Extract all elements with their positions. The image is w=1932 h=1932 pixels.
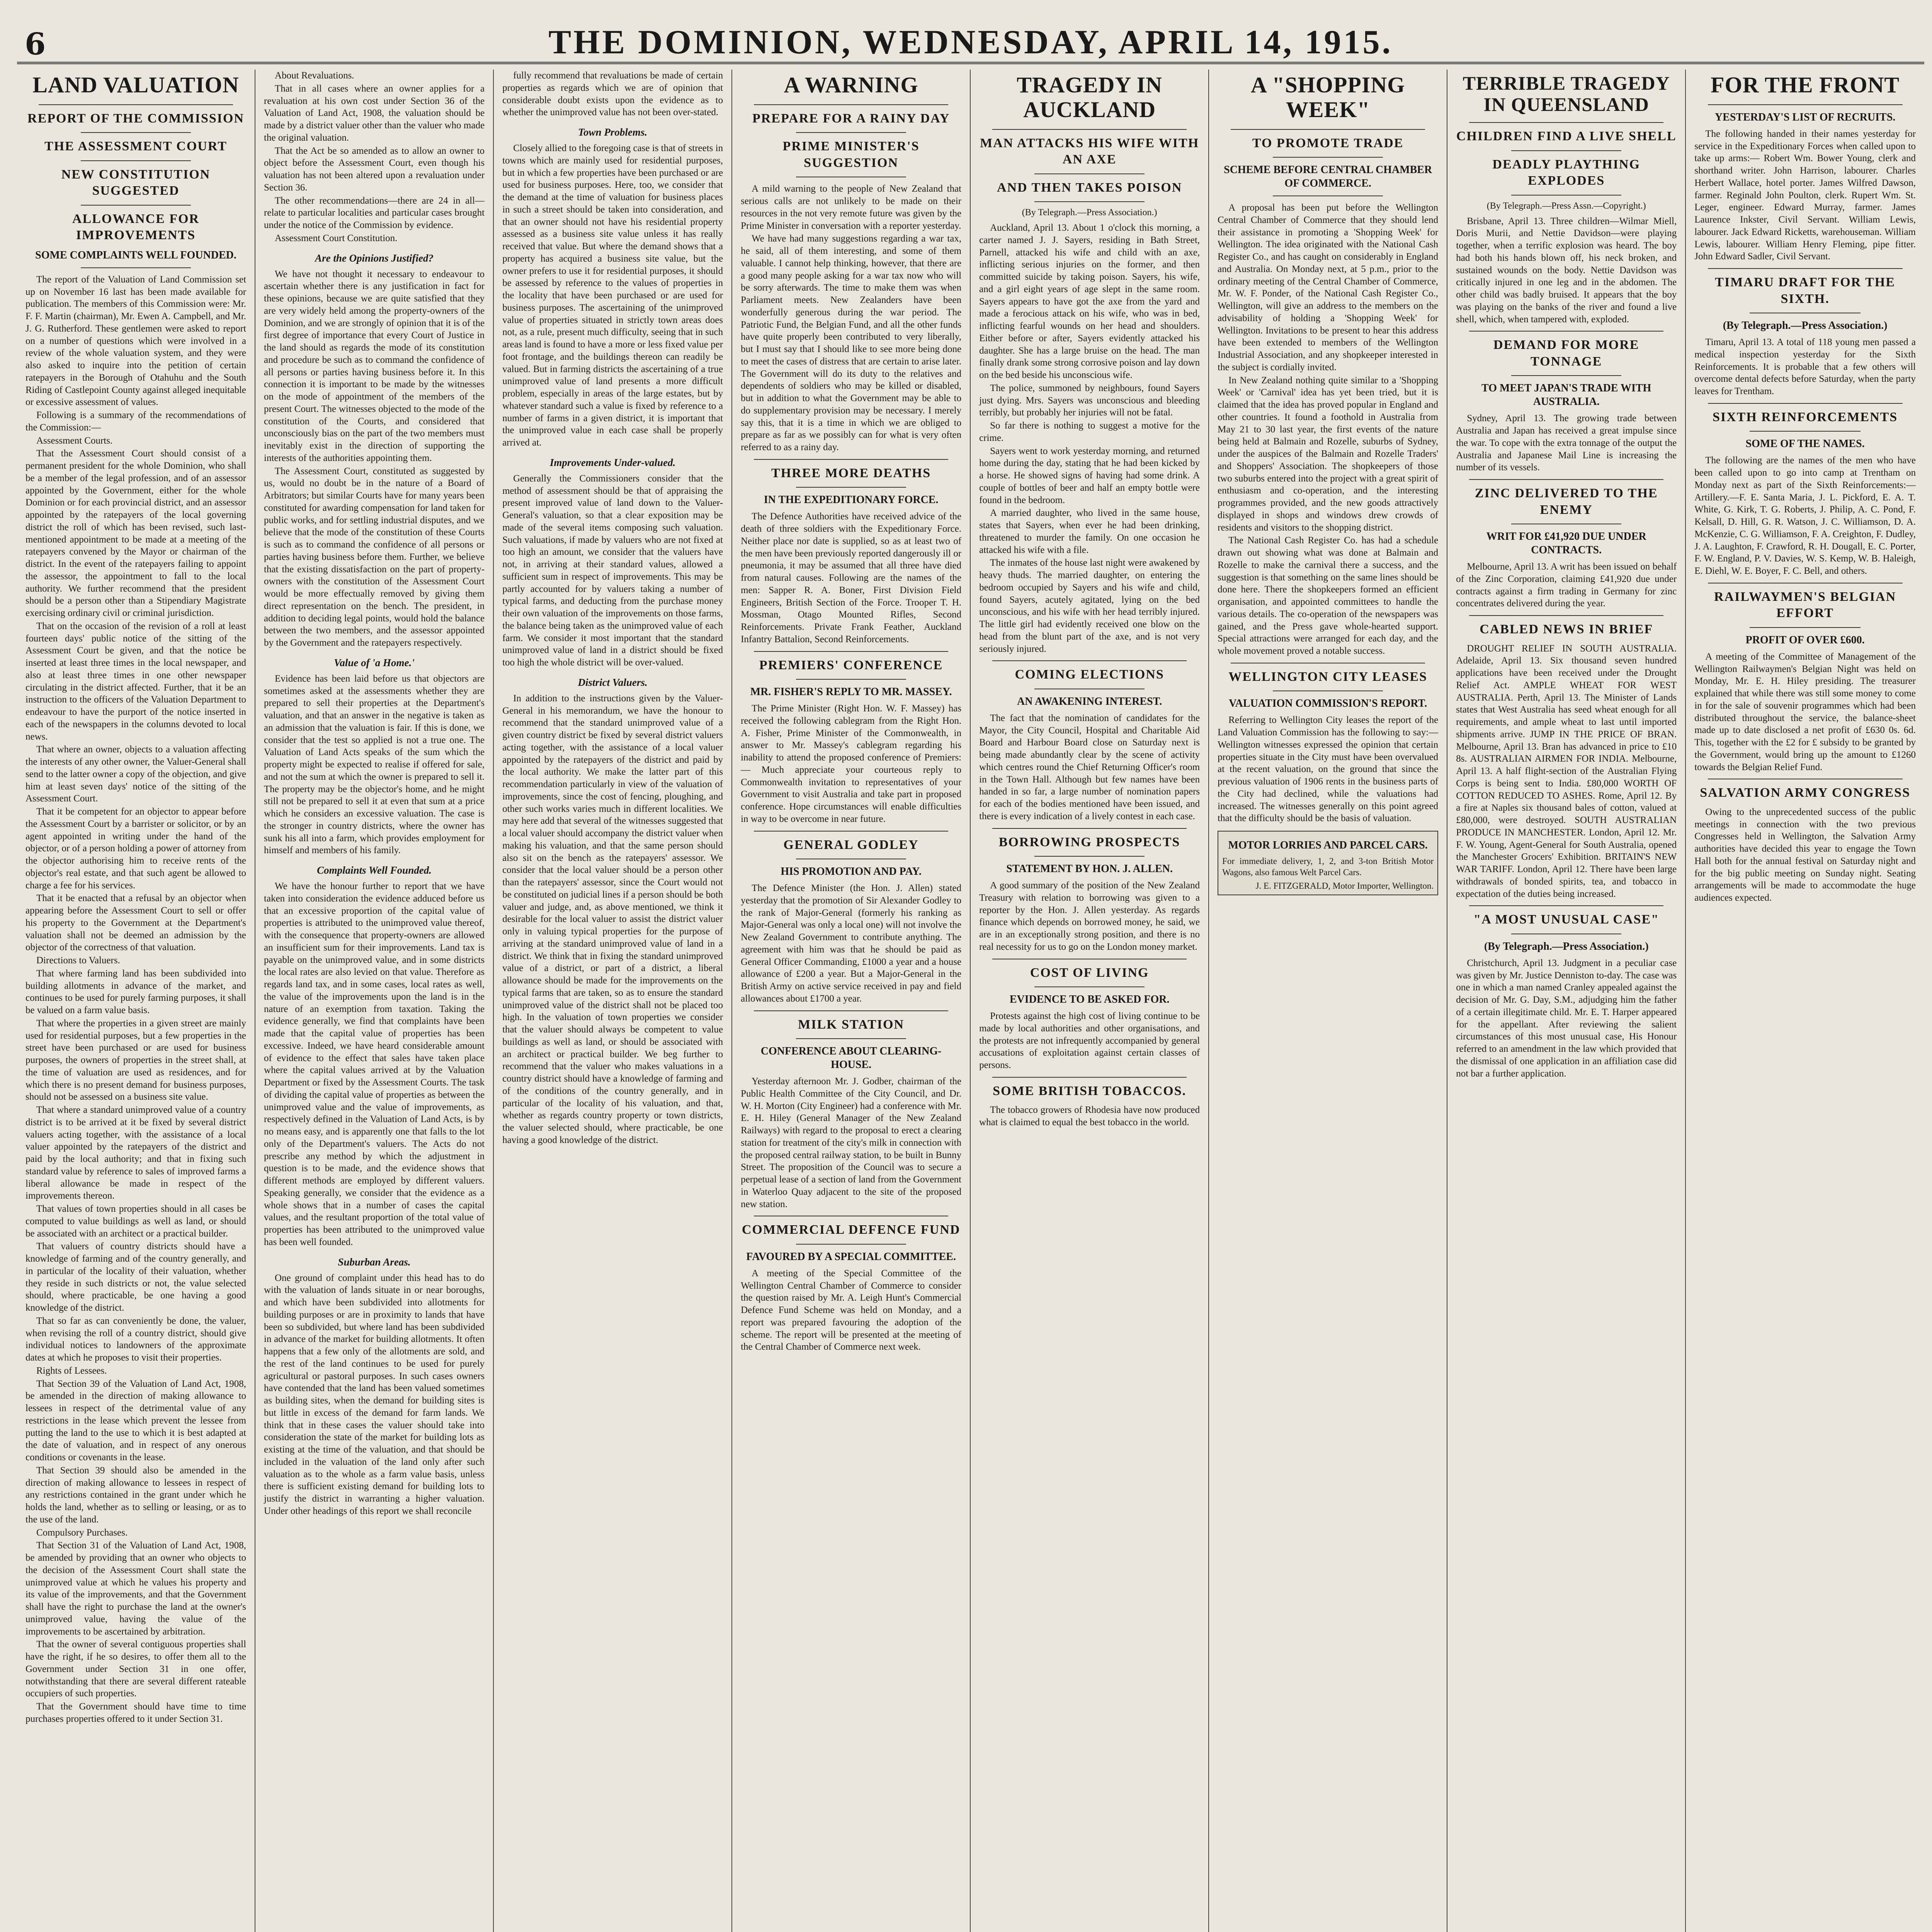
deck: NEW CONSTITUTION SUGGESTED <box>61 167 211 198</box>
paragraph: We have the honour further to report that we have taken into consideration the evidence adduced before us that an excessive proportion of the capital value of properties is attributed to the unimproved value thereof, with the consequence that property-owners are allowed an insufficient sum for their improvements. Land tax is payable on the unimproved value, and in some districts the local rates are also levied on that value. Therefore as regards land tax, and in some cases, local rates as well, the value of the improvements upon the land is in the nature of an exemption from taxation. Taking the evidence generally, we find that complaints have been made that the capital value of properties has been excessive. Indeed, we have heard considerable amount of evidence to the effect that sales have taken place where the capital values arrived at by the Valuation Department or fixed by the Assessment Courts. The task of dividing the capital value of properties as between the unimproved value and the value of improvements, as respectively defined in the Valuation of Land Acts, is by no means easy, and is apparently one that falls to the lot only of the Department's valuers. The Acts do not prescribe any method by which the adjustment in question is to be made, and the evidence shows that different methods are employed by different valuers. Speaking generally, we consider that the evidence as a whole shows that in a number of cases the capital values, and the resultant proportion of the total value of properties has been attributed to the unimproved value has been well founded. <box>264 881 485 1247</box>
divider <box>796 1244 906 1245</box>
sub-article <box>741 1216 961 1353</box>
ad-signature: J. E. FITZGERALD, Motor Importer, Wellington. <box>1255 881 1434 891</box>
divider <box>1273 157 1383 158</box>
paragraph: Owing to the unprecedented success of the public meetings in connection with the two previous Congresses held in Wellington, the Salvation Army authorities have decided this year to engage the Town Hall both for the annual festival on Saturday night and for the big public meeting on Sunday night. Seating arrangements will be made to accommodate the huge audiences expected. <box>1694 806 1916 903</box>
sub-article <box>1218 663 1438 825</box>
paragraph: The Defence Authorities have received advice of the death of three soldiers with the Expeditionary Force. Neither place nor date is supplied, so as at least two of the men have been previously reported dangerously ill or pneumonia, it may be assumed that all three have died from natural causes. Following are the names of the men: Sapper R. A. Boner, First Division Field Engineers, British Section of the Force. Trooper T. H. Mossman, Otago Mounted Rifles, Second Reinforcements. Private Frank Feather, Auckland Infantry Battalion, Second Reinforcements. <box>741 511 962 645</box>
deck: ALLOWANCE FOR IMPROVEMENTS <box>72 211 200 243</box>
article-body <box>1694 128 1916 263</box>
paragraph: fully recommend that revaluations be made of certain properties as regards which we are of opinion that considerable doubt exists upon the evidence as to whether the unimproved value has not been over-stated. <box>502 70 723 118</box>
sub-article <box>979 1077 1200 1129</box>
column-6 <box>1209 70 1447 1932</box>
paragraph: That where a standard unimproved value of a country district is to be arrived at it be fixed by several district valuers acting together, with the assistance of a local valuer appointed by the ratepayers of the district and paid by the local authority; and that in fixing such standard value by reference to sales of improved farms a liberal allowance be made in respect of the improvements thereon. <box>26 1105 247 1201</box>
deck: SOME COMPLAINTS WELL FOUNDED. <box>35 249 236 261</box>
ad-heading: MOTOR LORRIES AND PARCEL CARS. <box>1228 839 1428 852</box>
sub-article-title: COST OF LIVING <box>1030 965 1149 980</box>
sub-article <box>741 831 961 1005</box>
deck: YESTERDAY'S LIST OF RECRUITS. <box>1714 111 1896 123</box>
sub-article-title: "A MOST UNUSUAL CASE" <box>1473 912 1660 927</box>
paragraph: Protests against the high cost of living continue to be made by local authorities and other organisations, and the protests are not infrequently accompanied by general accusations of exploitation against certain classes of persons. <box>979 1011 1200 1071</box>
paragraph: In addition to the instructions given by the Valuer-General in his memorandum, we have the honour to recommend that the standard unimproved value of a given country district be fixed by several district valuers acting together, with the assistance of a local valuer appointed by the ratepayers of the district and paid by the local authority. We make the latter part of this recommendation particularly in view of the valuation of improvements, since the cost of fencing, ploughing, and other such works varies much in different localities. We may here add that several of the witnesses suggested that a local valuer should accompany the district valuer when making his valuation, and that the same person should also sit on the bench as the ratepayers' assessor. We consider that the local valuer should be a person other than the ratepayers' assessor, since the Court would not be constituted on judicial lines if a person should be both valuer and judge, and, as above mentioned, we think it desirable for the local valuer to assist the district valuer only in valuing typical properties for the purpose of arriving at the standard unimproved value of land in a district. We think that in fixing the standard unimproved value of a district, or part of a district, a liberal allowance should be made for the improvements on the typical farms that are taken, so as to ensure the standard unimproved value of the district shall not be placed too high. In the valuation of town properties we consider that the valuer should always be competent to value buildings as well as land, or should be associated with an architect or practical builder. We beg further to recommend that the valuer who makes valuations in a country district should have a knowledge of farming and of the conditions of the country generally, and in particular of the locality of his valuation, and that, whether as regards country property or town districts, the valuer selected should, where practicable, be one having a good knowledge of the district. <box>502 693 723 1145</box>
sub-article-deck: AN AWAKENING INTEREST. <box>1017 695 1162 707</box>
divider <box>1231 129 1425 130</box>
divider <box>1511 195 1622 196</box>
article-body <box>502 142 723 449</box>
sub-article-deck: STATEMENT BY HON. J. ALLEN. <box>1006 863 1173 875</box>
paragraph: Following is a summary of the recommendations of the Commission:— <box>26 410 247 433</box>
masthead <box>17 15 1924 64</box>
headline-land-valuation: LAND VALUATION <box>32 72 239 97</box>
paragraph: Evidence has been laid before us that objectors are sometimes asked at the assessments whether they are prepared to sell their properties at the Department's valuation, and that an answer in the negative is taken as an admission that the valuation is fair. If this is done, we consider that the test so applied is not a true one. The Valuation of Land Acts speaks of the sum which the property might be expected to realise if offered for sale, and not the sum at which the owner is prepared to sell it. The property may be the objector's home, and he might still not be prepared to sell it at even that sum at a price which he considers an excessive valuation. The case is the stronger in country districts, where the owner has sunk his all into a farm, which provides employment for himself and members of his family. <box>264 673 485 856</box>
byline: (By Telegraph.—Press Association.) <box>1022 207 1157 218</box>
page-number: 6 <box>25 27 46 62</box>
divider <box>1034 856 1145 857</box>
divider <box>992 1077 1187 1078</box>
sub-article-title: TIMARU DRAFT FOR THE SIXTH. <box>1715 275 1895 306</box>
sub-article <box>979 959 1200 1071</box>
divider <box>1034 201 1145 202</box>
divider <box>81 205 191 206</box>
sub-article-deck: SOME OF THE NAMES. <box>1745 438 1865 450</box>
paragraph: That Section 31 of the Valuation of Land Act, 1908, be amended by providing that an owner who objects to the decision of the Assessment Court shall state the unimproved value at which he values his property and its value of the improvements, and that the Government shall have the right to purchase the land at the owner's unimproved value, having the value of the improvements to be ascertained by arbitration. <box>26 1540 247 1637</box>
paragraph: That Section 39 of the Valuation of Land Act, 1908, be amended in the direction of making allowance to lessees in respect of the detrimental value of any restrictions in the lease which prevent the lessee from putting the land to the use to which it is best adapted at the date of valuation, and in respect of any onerous conditions or covenants in the lease. <box>26 1378 247 1463</box>
divider <box>796 487 906 488</box>
divider <box>1708 403 1903 404</box>
sub-article-deck: FAVOURED BY A SPECIAL COMMITTEE. <box>746 1250 956 1263</box>
subsections <box>1456 331 1677 1080</box>
paragraph: The National Cash Register Co. has had a schedule drawn out showing what was done at Balmain and Rozelle to make the carnival there a success, and the suggestion is that something on the same lines should be done here. There the shopkeepers formed an efficient organisation, and appointed committees to handle the various details. The co-operation of the newspapers was gained, and the Press gave whole-hearted support. Special attractions were arranged for each day, and the whole movement proved a notable success. <box>1218 535 1439 656</box>
paragraph: The other recommendations—there are 24 in all—relate to particular localities and particular cases brought under the notice of the Commission by evidence. <box>264 195 485 230</box>
divider <box>1469 905 1663 906</box>
sub-article <box>979 660 1200 822</box>
paragraph: The Prime Minister (Right Hon. W. F. Massey) has received the following cablegram from the Right Hon. A. Fisher, Prime Minister of the Commonwealth, in answer to Mr. Massey's cablegram regarding his inability to attend the proposed conference of Premiers:— Much appreciate your courteous reply to Commonwealth invitation to representatives of your Government to visit Australia and take part in proposed conference. Hope circumstances will enable difficulties in way to be overcome in near future. <box>741 703 962 824</box>
column-1 <box>17 70 255 1932</box>
sub-article-title: GENERAL GODLEY <box>783 837 919 852</box>
divider <box>796 132 906 133</box>
headline-queensland: TERRIBLE TRAGEDY IN QUEENSLAND <box>1463 72 1670 115</box>
ad-body: For immediate delivery, 1, 2, and 3-ton British Motor Wagons, also famous Welt Parcel Cars. <box>1222 856 1434 877</box>
sub-article <box>1694 268 1916 398</box>
sub-article <box>741 1010 961 1211</box>
paragraph: A meeting of the Special Committee of the Wellington Central Chamber of Commerce to consider the question raised by Mr. A. Leigh Hunt's Commercial Defence Fund Scheme was held on Monday, and a report was prepared favouring the adoption of the scheme. The report will be presented at the meeting of the Central Chamber of Commerce next week. <box>741 1268 962 1352</box>
paragraph: Brisbane, April 13. Three children—Wilmar Miell, Doris Murii, and Nettie Davidson—were playing together, when a terrific explosion was heard. The boy had both his hands blown off, his neck broken, and sustained wounds on the body. Nettie Davidson was critically injured in one leg and in the abdomen. The other child was badly bruised. It appears that the boy was playing on the banks of the river and found a live shell, which, when tampered with, exploded. <box>1456 216 1677 325</box>
sub-article <box>1456 615 1677 900</box>
paragraph: About Revaluations. <box>275 70 354 81</box>
article-body <box>1218 202 1438 657</box>
sub-article-body <box>741 882 961 1005</box>
paragraph: Rights of Lessees. <box>36 1365 107 1376</box>
column-4 <box>732 70 971 1932</box>
paragraph: A proposal has been put before the Wellington Central Chamber of Commerce that they should lend their assistance in promoting a 'Shopping Week' for Wellington. The idea originated with the National Cash Register Co., and has caught on considerably in England and Australia. On Monday next, at 5 p.m., prior to the ordinary meeting of the Central Chamber of Commerce, Mr. W. F. Ponder, of the National Cash Register Co., Wellington, will give an address to the members on the advisability of holding a 'Shopping Week' for Wellington. Invitations to be present to hear this address have been extended to members of the Wellington Industrial Association, and any shopkeeper interested in the subject is cordially invited. <box>1218 202 1439 372</box>
subhead: Suburban Areas. <box>338 1256 411 1268</box>
paragraph: That the Government should have time to time purchases properties offered to it under Section 31. <box>26 1701 247 1724</box>
divider <box>992 660 1187 661</box>
sub-article-title: CABLED NEWS IN BRIEF <box>1480 622 1653 636</box>
sub-article-title: SIXTH REINFORCEMENTS <box>1712 410 1898 424</box>
paragraph: Compulsory Purchases. <box>36 1527 128 1538</box>
divider <box>1469 615 1663 616</box>
divider <box>1511 375 1622 376</box>
paragraph: One ground of complaint under this head has to do with the valuation of lands situate in or near boroughs, and which have been subdivided into allotments for building purposes or are in proximity to lands that have been so subdivided, but where land has been subdivided in advance of the market for building allotments. It often happens that a few only of the allotments are sold, and the rest of the land continues to be used for purely agricultural or pastoral purposes. In such cases owners have contended that the land has been valued sometimes as building sites, when the demand for building sites is but little in excess of the demand for farm lands. We think that in these cases the valuer should take into consideration the state of the market for building lots as existing at the time of the valuation, and that should be included in the valuation of the land only after such valuation as to the whole as a farm value basis, unless there is sufficient existing demand for building lots to justify the district in warranting a higher valuation. Under other headings of this report we shall reconcile <box>264 1272 485 1516</box>
article-body <box>502 692 723 1146</box>
paragraph: That the Act be so amended as to allow an owner to object before the Assessment Court, even though his valuation has not been altered upon a revaluation under Section 36. <box>264 145 485 193</box>
sub-article-deck: WRIT FOR £41,920 DUE UNDER CONTRACTS. <box>1486 531 1646 556</box>
article-body <box>26 274 246 1725</box>
subsections <box>741 459 961 1353</box>
article-body <box>502 473 723 669</box>
paragraph: The Defence Minister (the Hon. J. Allen) stated yesterday that the promotion of Sir Alexander Godley to the rank of Major-General (formerly his ranking as Major-General was only a local one) will not involve the New Zealand Government to contribute anything. The agreement with him was that he should be paid as General Officer Commanding, £1000 a year and a house allowance of £200 a year. But a Major-General in the British Army on active service received in pay and field allowances about £1700 a year. <box>741 883 962 1004</box>
sub-article <box>1694 583 1916 774</box>
paragraph: That Section 39 should also be amended in the direction of making allowance to lessees in respect of any restrictions contained in the grant under which he holds the land, whether as to selling or leasing, or as to the use of the land. <box>26 1465 247 1525</box>
sub-article-title: THREE MORE DEATHS <box>771 466 931 480</box>
sub-article <box>1694 403 1916 577</box>
sub-article <box>1456 479 1677 610</box>
paragraph: A mild warning to the people of New Zealand that serious calls are not unlikely to be made on their resources in the not very remote future was given by the Prime Minister in conversation with a reporter yesterday. <box>741 184 962 231</box>
divider <box>754 459 948 460</box>
headline-shopping-week: A "SHOPPING WEEK" <box>1251 72 1405 122</box>
column-2 <box>255 70 494 1932</box>
headline-a-warning: A WARNING <box>784 72 918 97</box>
divider <box>1750 627 1860 628</box>
column-layout <box>17 70 1924 1932</box>
paragraph: Christchurch, April 13. Judgment in a peculiar case was given by Mr. Justice Denniston to-day. The case was one in which a man named Cranley appealed against the decision of Mr. G. Day, S.M., adjudging him the father of a certain illegitimate child. Mr. E. T. Harper appeared for the appellant. After reviewing the salient circumstances of this most unusual case, His Honour referred to an amendment in the law which provided that the dismissal of one application in an affiliation case did not bar a further application. <box>1456 957 1677 1079</box>
paragraph: That it be competent for an objector to appear before the Assessment Court by a barrister or solicitor, or by an agent appointed in writing under the hand of the objector, or of a person holding a power of attorney from the objector authorising him to receive rents of the objector's real estate, and that such agent be allowed to charge a fee for his services. <box>26 806 247 891</box>
paragraph: The inmates of the house last night were awakened by heavy thuds. The married daughter, on entering the bedroom occupied by Sayers and his wife and child, found Sayers, acutely agitated, lying on the bed unconscious, and his wife with her head terribly injured. The little girl had evidently received one blow on the head from the blunt part of the axe, and is not very seriously injured. <box>979 558 1200 654</box>
paragraph: Assessment Court Constitution. <box>275 233 398 243</box>
sub-article <box>1694 779 1916 904</box>
sub-article <box>979 828 1200 953</box>
paper-dateline: THE DOMINION, WEDNESDAY, APRIL 14, 1915. <box>548 24 1393 61</box>
sub-article-body <box>1456 412 1677 474</box>
sub-article-body <box>741 510 961 645</box>
divider <box>754 104 948 105</box>
sub-article-title: COMMERCIAL DEFENCE FUND <box>742 1223 961 1237</box>
paragraph: We have had many suggestions regarding a war tax, he said, all of them interesting, and some of them valuable. I cannot help thinking, however, that there are a good many people asking for a war tax now who will be sorry afterwards. The time to make them was when Parliament meets. New Zealanders have been wonderfully generous during the war period. The Patriotic Fund, the Belgian Fund, and all the other funds have quite properly been contributed to very liberally, but I must say that I should like to see more being done to meet the cases of distress that are certain to arise later. The Government will do its duty to the relatives and dependents of soldiers who may be killed or disabled, but in addition to what the Government may be able to do supplementary provision may be necessary. I merely say this, that it is a time in which we are obliged to prepare as far as we possibly can for what is very often referred to as a rainy day. <box>741 233 962 453</box>
paragraph: Melbourne, April 13. A writ has been issued on behalf of the Zinc Corporation, claiming £41,920 due under contracts against a firm trading in Germany for zinc concentrates delivered during the year. <box>1456 561 1677 609</box>
sub-article-title: MILK STATION <box>798 1017 905 1032</box>
subhead: Value of 'a Home.' <box>334 656 415 668</box>
sub-article-body <box>1456 643 1677 900</box>
paragraph: The following handed in their names yesterday for service in the Expeditionary Forces when called upon to take up arms:— Robert Wm. Bower Young, clerk and shorthand writer. John Harrison, labourer. Charles Herbert Wallace, hotel porter. James Wilfred Dawson, farmer. Reginald John Poulton, clerk. Rupert Wm. St. Leger, engineer. Edward Murray, farmer. James Laurence Inkster, Civil Servant. William Lewis, labourer. Jack Edward Ricketts, warehouseman. William Lewis, labourer. William Henry Fleming, pipe fitter. John Edward Sadler, Civil Servant. <box>1694 128 1916 262</box>
sub-article-body <box>1456 561 1677 610</box>
subsections <box>1694 268 1916 904</box>
deck: MAN ATTACKS HIS WIFE WITH AN AXE <box>980 136 1199 167</box>
subhead: District Valuers. <box>578 676 648 688</box>
deck: REPORT OF THE COMMISSION <box>27 111 244 126</box>
subhead: Complaints Well Founded. <box>317 864 432 876</box>
paragraph: That on the occasion of the revision of a roll at least fourteen days' public notice of the sitting of the Assessment Court be given, and that the notice be inserted at least three times in the local newspaper, and also at least three times in one other newspaper circulating in the district affected. Further, that it be an instruction to the officers of the Valuation Department to endeavour to have the purport of the notice inserted in each of the newspapers in the columns devoted to local news. <box>26 621 247 742</box>
sub-article-deck: HIS PROMOTION AND PAY. <box>781 866 922 878</box>
sub-article-body <box>1694 806 1916 904</box>
sub-article-deck: MR. FISHER'S REPLY TO MR. MASSEY. <box>750 686 952 698</box>
sub-article-body <box>741 702 961 825</box>
divider <box>754 831 948 832</box>
divider <box>796 679 906 680</box>
sub-article-title: DEMAND FOR MORE TONNAGE <box>1493 338 1639 369</box>
divider <box>992 129 1187 130</box>
sub-article-body <box>1694 651 1916 774</box>
subhead: Town Problems. <box>578 126 648 138</box>
sub-article-body <box>979 712 1200 823</box>
divider <box>1708 104 1903 105</box>
divider <box>1708 268 1903 269</box>
paragraph: That where an owner, objects to a valuation affecting the interests of any other owner, the Valuer-General shall send to the latter owner a copy of the objection, and give him at least seven days' notice of the sitting of the Assessment Court. <box>26 744 247 804</box>
sub-article-deck: (By Telegraph.—Press Association.) <box>1484 940 1649 952</box>
paragraph: Assessment Courts. <box>36 435 113 446</box>
sub-article-body <box>1218 714 1438 825</box>
paragraph: Referring to Wellington City leases the report of the Land Valuation Commission has the following to say:— Wellington witnesses expressed the opinion that certain properties situate in the City must have been overvalued at the recent valuation, on the ground that since the previous valuation of 1906 rents in the business parts of the City had declined, while the valuations had increased. The witnesses generally on this point agreed that the difficulty should be the basis of valuation. <box>1218 715 1439 824</box>
deck: SCHEME BEFORE CENTRAL CHAMBER OF COMMERCE. <box>1224 164 1432 190</box>
column-8 <box>1686 70 1924 1932</box>
sub-article-deck: VALUATION COMMISSION'S REPORT. <box>1229 697 1427 710</box>
paragraph: That where farming land has been subdivided into building allotments in advance of the market, and continues to be used for purely farming purposes, it shall be valued on a farm value basis. <box>26 968 247 1016</box>
sub-article-body <box>979 879 1200 953</box>
divider <box>81 160 191 161</box>
sub-article-deck: CONFERENCE ABOUT CLEARING-HOUSE. <box>760 1045 942 1071</box>
divider <box>1034 986 1145 987</box>
paragraph: A good summary of the position of the New Zealand Treasury with relation to borrowing was given to a reporter by the Hon. J. Allen yesterday. As regards finance which depends on borrowed money, he said, we are in an exceptionally strong position, and there is no real necessity for us to go on the London money market. <box>979 880 1200 952</box>
sub-article-title: RAILWAYMEN'S BELGIAN EFFORT <box>1714 589 1896 621</box>
column-5 <box>971 70 1209 1932</box>
column-7 <box>1447 70 1686 1932</box>
paragraph: That the Assessment Court should consist of a permanent president for the whole Dominion, who shall be a member of the legal profession, and of an assessor appointed by the Government, either for the whole Dominion or for each provincial district, and an assessor appointed by the ratepayers of the local governing district the roll of which has been revised, such last-mentioned appointment to be made at a meeting of the ratepayers convened by the Mayor or chairman of the district. In the event of the ratepayers failing to appoint the assessor, the appointment to fall to the local authority. We further recommend that the president should be a person other than a Stipendiary Magistrate exercising ordinary civil or criminal jurisdiction. <box>26 448 247 619</box>
paragraph: The police, summoned by neighbours, found Sayers just dying. Mrs. Sayers was unconscious and bleeding terribly, but probably her injuries will not be fatal. <box>979 383 1200 418</box>
paragraph: We have not thought it necessary to endeavour to ascertain whether there is any justification in fact for these opinions, because we are quite satisfied that they are very widely held among the property-owners of the Dominion, and we are strongly of opinion that it is of the first degree of importance that every Court of Justice in the land should as regards the mode of its constitution and procedure be such as to command the confidence of all persons or parties having business before it. In this connection it is important to be made by the witnesses on the mode of appointment of the members of the present Court. The witnesses objected to the mode of the constitution of the Courts, and considered that unconsciously bias on the part of the two members must inevitably exist in the direction of supporting the interests of the authorities appointing them. <box>264 269 485 463</box>
sub-article-title: BORROWING PROSPECTS <box>998 835 1180 849</box>
paragraph: The Assessment Court, constituted as suggested by us, would no doubt be in the nature of a Board of Arbitrators; but similar Courts have for many years been constituted for awarding compensation for land taken for public works, and for settling industrial disputes, and we believe that the mode of the constitution of these Courts is such as to command the confidence of all persons or parties having business before them. Further, we believe that the existing dissatisfaction on the part of property-owners with the constitution of the Assessment Court would be more effectually removed by giving them direct representation on the bench. The president, in addition to deciding legal points, would hold the balance between the two members, and the assessor appointed by the Government and the ratepayers respectively. <box>264 466 485 648</box>
subhead: Are the Opinions Justified? <box>315 252 434 264</box>
sub-article-body <box>741 1075 961 1210</box>
sub-article <box>741 651 961 825</box>
paragraph: Generally the Commissioners consider that the method of assessment should be that of appraising the present improved value of land down to the Valuer-General's valuation, so that a clear exposition may be made of the several items composing such valuation. Such valuations, if made by valuers who are not fixed at too high an amount, we consider that the valuers have not, in arriving at their standard values, allowed a sufficient sum in respect of improvements. This may be partly accounted for by valuers taking a number of typical farms, and deducting from the purchase money their own valuation of the improvements on those farms, the balance being taken as the unimproved value of each farm. We consider it most important that the standard unimproved value of land in a district should be fixed too high the whole district will be over-valued. <box>502 473 723 668</box>
paragraph: The following are the names of the men who have been called upon to go into camp at Trentham on Monday next as part of the Sixth Reinforcements:— Artillery.—F. E. Santa Maria, J. L. Pickford, E. A. T. White, G. Kirk, T. G. Roberts, J. Philip, A. C. Pond, F. Kelsall, D. Hill, G. R. Watson, J. C. Williamson, D. A. McKenzie, C. G. Williamson, F. A. Creighton, F. Dudley, J. A. Laughton, F. Crawford, R. H. Dougall, E. C. Porter, F. W. England, P. V. Davies, W. S. Kemp, W. B. Haleigh, E. Diehl, W. E. Boyer, F. C. Bell, and others. <box>1694 455 1916 577</box>
sub-article-body <box>979 1104 1200 1129</box>
divider <box>1469 479 1663 480</box>
headline-for-the-front: FOR THE FRONT <box>1711 72 1900 97</box>
sub-article-title: WELLINGTON CITY LEASES <box>1228 669 1427 684</box>
subsections <box>1218 663 1438 825</box>
subsections <box>979 660 1200 1129</box>
article-body <box>502 70 723 119</box>
paragraph: In New Zealand nothing quite similar to a 'Shopping Week' or 'Carnival' idea has yet been tried, but it is claimed that the idea has proved popular in England and other countries. It found a foothold in Australia from May 21 to 30 last year, the first events of the nature being held at Balmain and Rozelle, suburbs of Sydney, under the auspices of the Balmain and Rozelle Traders' and Shoppers' Association. The shopkeepers of those two suburbs entered into the project with a great spirit of enthusiasm and co-operation, and the interesting programmes provided, and the new goods attractively displayed in shops and windows drew crowds of residents and visitors to the shopping district. <box>1218 375 1439 533</box>
headline-tragedy-auckland: TRAGEDY IN AUCKLAND <box>1017 72 1163 122</box>
sub-article-title: ZINC DELIVERED TO THE ENEMY <box>1475 486 1658 517</box>
sub-article-deck: PROFIT OF OVER £600. <box>1745 634 1865 646</box>
divider <box>754 651 948 652</box>
article-body <box>264 1272 485 1517</box>
divider <box>1273 690 1383 691</box>
divider <box>1034 173 1145 174</box>
paragraph: The fact that the nomination of candidates for the Mayor, the City Council, Hospital and Charitable Aid Board and Harbour Board close on Saturday next is being made abundantly clear by the scene of activity which centres round the Chief Returning Officer's room in the Town Hall. Although but few names have been handed in so far, a large number of nomination papers for each of the bodies mentioned have been issued, and there is every indication of a lively contest in each case. <box>979 713 1200 821</box>
deck: CHILDREN FIND A LIVE SHELL <box>1456 129 1677 143</box>
deck: PREPARE FOR A RAINY DAY <box>752 111 950 126</box>
article-body <box>741 183 961 454</box>
paragraph: Closely allied to the foregoing case is that of streets in towns which are mainly used for residential purposes, but in which a few properties have been purchased or are used for business purposes. Here, too, we consider that the demand at the time of valuation for business places in such a street should be taken into consideration, and that an owner should not have his residential property assessed as a business site value unless it has really received that value. But where the demand shows that a property has acquired a business site value, but the owner prefers to use it for residential purposes, it should be assessed by reference to the values of properties in the locality that have been purchased or are used for business purposes. The ascertaining of the unimproved value of properties situated in strictly town areas does not, as a rule, present much difficulty, seeing that in such areas land is found to have a more or less fixed value per foot frontage, and the buildings thereon can readily be valued. But in farming districts the ascertaining of a true unimproved value of land presents a more difficult problem, especially in areas of the large estates, but by whatever standard such a value is fixed by reference to a number of farms in a given district, it is important that the unimproved value in each case shall be properly arrived at. <box>502 143 723 448</box>
deck: AND THEN TAKES POISON <box>997 180 1182 195</box>
paragraph: A married daughter, who lived in the same house, states that Sayers, when ever he had been drinking, threatened to murder the family. On one occasion he attacked his wife with a file. <box>979 508 1200 555</box>
paragraph: That valuers of country districts should have a knowledge of farming and of the country generally, and in particular of the locality of their valuation, whether they reside in such districts or not, the value selected should, where practicable, be one having a good knowledge of the district. <box>26 1241 247 1313</box>
paragraph: That where the properties in a given street are mainly used for residential purposes, but a few properties in the street have been purchased or are used for business purposes, the owners of properties in the street shall, at the time of valuation are used as residences, and for which there is no present demand for business purposes, should not be assessed on a business site value. <box>26 1018 247 1102</box>
article-body <box>1456 215 1677 326</box>
divider <box>1511 150 1622 151</box>
byline: (By Telegraph.—Press Assn.—Copyright.) <box>1486 201 1646 211</box>
paragraph: Directions to Valuers. <box>36 955 120 966</box>
sub-article <box>741 459 961 646</box>
sub-article-title: PREMIERS' CONFERENCE <box>759 658 943 672</box>
sub-article-title: COMING ELECTIONS <box>1015 667 1164 682</box>
sub-article-deck: IN THE EXPEDITIONARY FORCE. <box>764 494 939 506</box>
article-body <box>264 70 485 245</box>
paragraph: That it be enacted that a refusal by an objector when appearing before the Assessment Court to sell or offer his property to the Government at the Department's valuation shall not be deemed an admission by the objector of the correctness of that valuation. <box>26 893 247 953</box>
sub-article-body <box>1694 454 1916 577</box>
paragraph: That in all cases where an owner applies for a revaluation at his own cost under Section 36 of the Valuation of Land Act, 1908, the valuation should be made by a district valuer other than the valuer who made the original valuation. <box>264 83 485 143</box>
subhead: Improvements Under-valued. <box>549 456 676 468</box>
divider <box>39 104 233 105</box>
article-body <box>979 222 1200 655</box>
paragraph: A meeting of the Committee of Management of the Wellington Railwaymen's Belgian Night was held on Monday, Mr. E. H. Hiley presiding. The treasurer explained that while there was still some money to come in for the sale of souvenir programmes which had been distributed throughout the service, the balance-sheet made up to date disclosed a net profit of £630 0s. 6d. This, together with the £2 for £ subsidy to be granted by the Government, would bring up the amount to £1260 towards the Belgian Relief Fund. <box>1694 651 1916 772</box>
paragraph: That the owner of several contiguous properties shall have the right, if he so desires, to offer them all to the Government under Section 31 in one offer, notwithstanding that there are several different rateable occupiers of such properties. <box>26 1639 247 1699</box>
advertisement <box>1218 831 1438 895</box>
divider <box>81 267 191 268</box>
paragraph: So far there is nothing to suggest a motive for the crime. <box>979 420 1200 443</box>
sub-article-body <box>979 1010 1200 1071</box>
paragraph: The report of the Valuation of Land Commission set up on November 16 last has been made available for publication. The members of this Commission were: Mr. F. F. Martin (chairman), Mr. Ewen A. Campbell, and Mr. J. G. Rutherford. These gentlemen were asked to report on a number of questions which were involved in a review of the whole valuation system, and they were also asked to inquire into the petition of certain ratepayers in the Borough of Otahuhu and the South Riding of Castlepoint County against alleged inequitable or excessive assessment of values. <box>26 274 247 408</box>
divider <box>1469 122 1663 123</box>
paragraph: DROUGHT RELIEF IN SOUTH AUSTRALIA. Adelaide, April 13. Six thousand seven hundred applications have been received under the Drought Relief Act. AMPLE WHEAT FOR WEST AUSTRALIA. Perth, April 13. The Minister of Lands states that West Australia has seed wheat enough for all requirements, and ample wheat to last until imported shipments arrive. JUMP IN THE PRICE OF BRAN. Melbourne, April 13. Bran has advanced in price to £10 8s. AUSTRALIAN AIRMEN FOR INDIA. Melbourne, April 13. A half flight-section of the Australian Flying Corps is being sent to India. £80,000 WORTH OF COTTON REDUCED TO ASHES. Rome, April 12. By a fire at Naples six thousand bales of cotton, valued at £80,000, were destroyed. SOUTH AUSTRALIAN PRODUCE IN MANCHESTER. London, April 12. Mr. F. W. Young, Agent-General for South Australia, opened the Manchester Grocers' Exhibition. BRITAIN'S NEW WAR TARIFF. London, April 12. There have been large withdrawals of bonded spirits, tea, and tobacco in expectation of the duties being increased. <box>1456 643 1677 899</box>
deck: DEADLY PLAYTHING EXPLODES <box>1492 157 1640 188</box>
paragraph: Timaru, April 13. A total of 118 young men passed a medical inspection yesterday for the Sixth Reinforcements. It is probable that a few others will overcome dental defects before Saturday, when the party leaves for Trentham. <box>1694 337 1916 397</box>
paragraph: That so far as can conveniently be done, the valuer, when revising the roll of a country district, should give individual notices to landowners of the approximate dates at which he proposes to visit their properties. <box>26 1315 247 1363</box>
paragraph: That values of town properties should in all cases be computed to value buildings as well as land, or should be associated with an architect or a practical builder. <box>26 1204 247 1239</box>
deck: TO PROMOTE TRADE <box>1252 136 1404 150</box>
deck: THE ASSESSMENT COURT <box>44 139 227 154</box>
paragraph: Sayers went to work yesterday morning, and returned home during the day, stating that he had been kicked by a horse. He showed signs of having had some drink. A couple of bottles of beer and half an empty bottle were found in the bedroom. <box>979 446 1200 505</box>
sub-article-deck: (By Telegraph.—Press Association.) <box>1723 320 1888 332</box>
sub-article-deck: EVIDENCE TO BE ASKED FOR. <box>1009 993 1170 1006</box>
divider <box>1469 331 1663 332</box>
article-body <box>264 268 485 649</box>
divider <box>992 828 1187 829</box>
paragraph: Yesterday afternoon Mr. J. Godber, chairman of the Public Health Committee of the City Council, and Dr. W. H. Morton (City Engineer) had a conference with Mr. E. H. Hiley (General Manager of the New Zealand Railways) with regard to the proposal to erect a clearing station for treatment of the city's milk in connection with the proposed central railway station, to be built in Bunny Street. The proposition of the Council was to secure a perpetual lease of a section of land from the Government in Waterloo Quay adjacent to the site of the proposed new station. <box>741 1076 962 1209</box>
sub-article-title: SOME BRITISH TOBACCOS. <box>993 1083 1187 1098</box>
article-body <box>264 880 485 1248</box>
sub-article-title: SALVATION ARMY CONGRESS <box>1700 786 1910 800</box>
paragraph: Auckland, April 13. About 1 o'clock this morning, a carter named J. J. Sayers, residing in Bath Street, Parnell, attacked his wife and child with an axe, inflicting serious injuries on the former, and then committed suicide by taking poison. Sayers, his wife, and a girl eight years of age slept in the same room. Sayers appears to have got the axe from the yard and made a ferocious attack on his wife, who was in bed, inflicting fearful wounds on her head and shoulders. Either before or after, Sayers evidently attacked his daughter. She has a large bruise on the head. The man finally drank some strong corrosive poison and lay down on the bed beside his unconscious wife. <box>979 223 1200 381</box>
divider <box>1750 431 1860 432</box>
sub-article-body <box>741 1267 961 1353</box>
divider <box>81 132 191 133</box>
deck: PRIME MINISTER'S SUGGESTION <box>782 139 920 170</box>
sub-article <box>1456 331 1677 474</box>
paragraph: Sydney, April 13. The growing trade between Australia and Japan has received a great impulse since the war. To cope with the extra tonnage of the output the Australia and Japanese Mail Line is increasing the number of its vessels. <box>1456 413 1677 473</box>
column-3 <box>494 70 732 1932</box>
sub-article-deck: TO MEET JAPAN'S TRADE WITH AUSTRALIA. <box>1481 382 1651 408</box>
sub-article <box>1456 905 1677 1080</box>
article-body <box>264 673 485 857</box>
paragraph: The tobacco growers of Rhodesia have now produced what is claimed to equal the best tobacco in the world. <box>979 1105 1200 1128</box>
divider <box>796 1038 906 1039</box>
sub-article-body <box>1456 957 1677 1080</box>
divider <box>754 1010 948 1011</box>
sub-article-body <box>1694 336 1916 398</box>
